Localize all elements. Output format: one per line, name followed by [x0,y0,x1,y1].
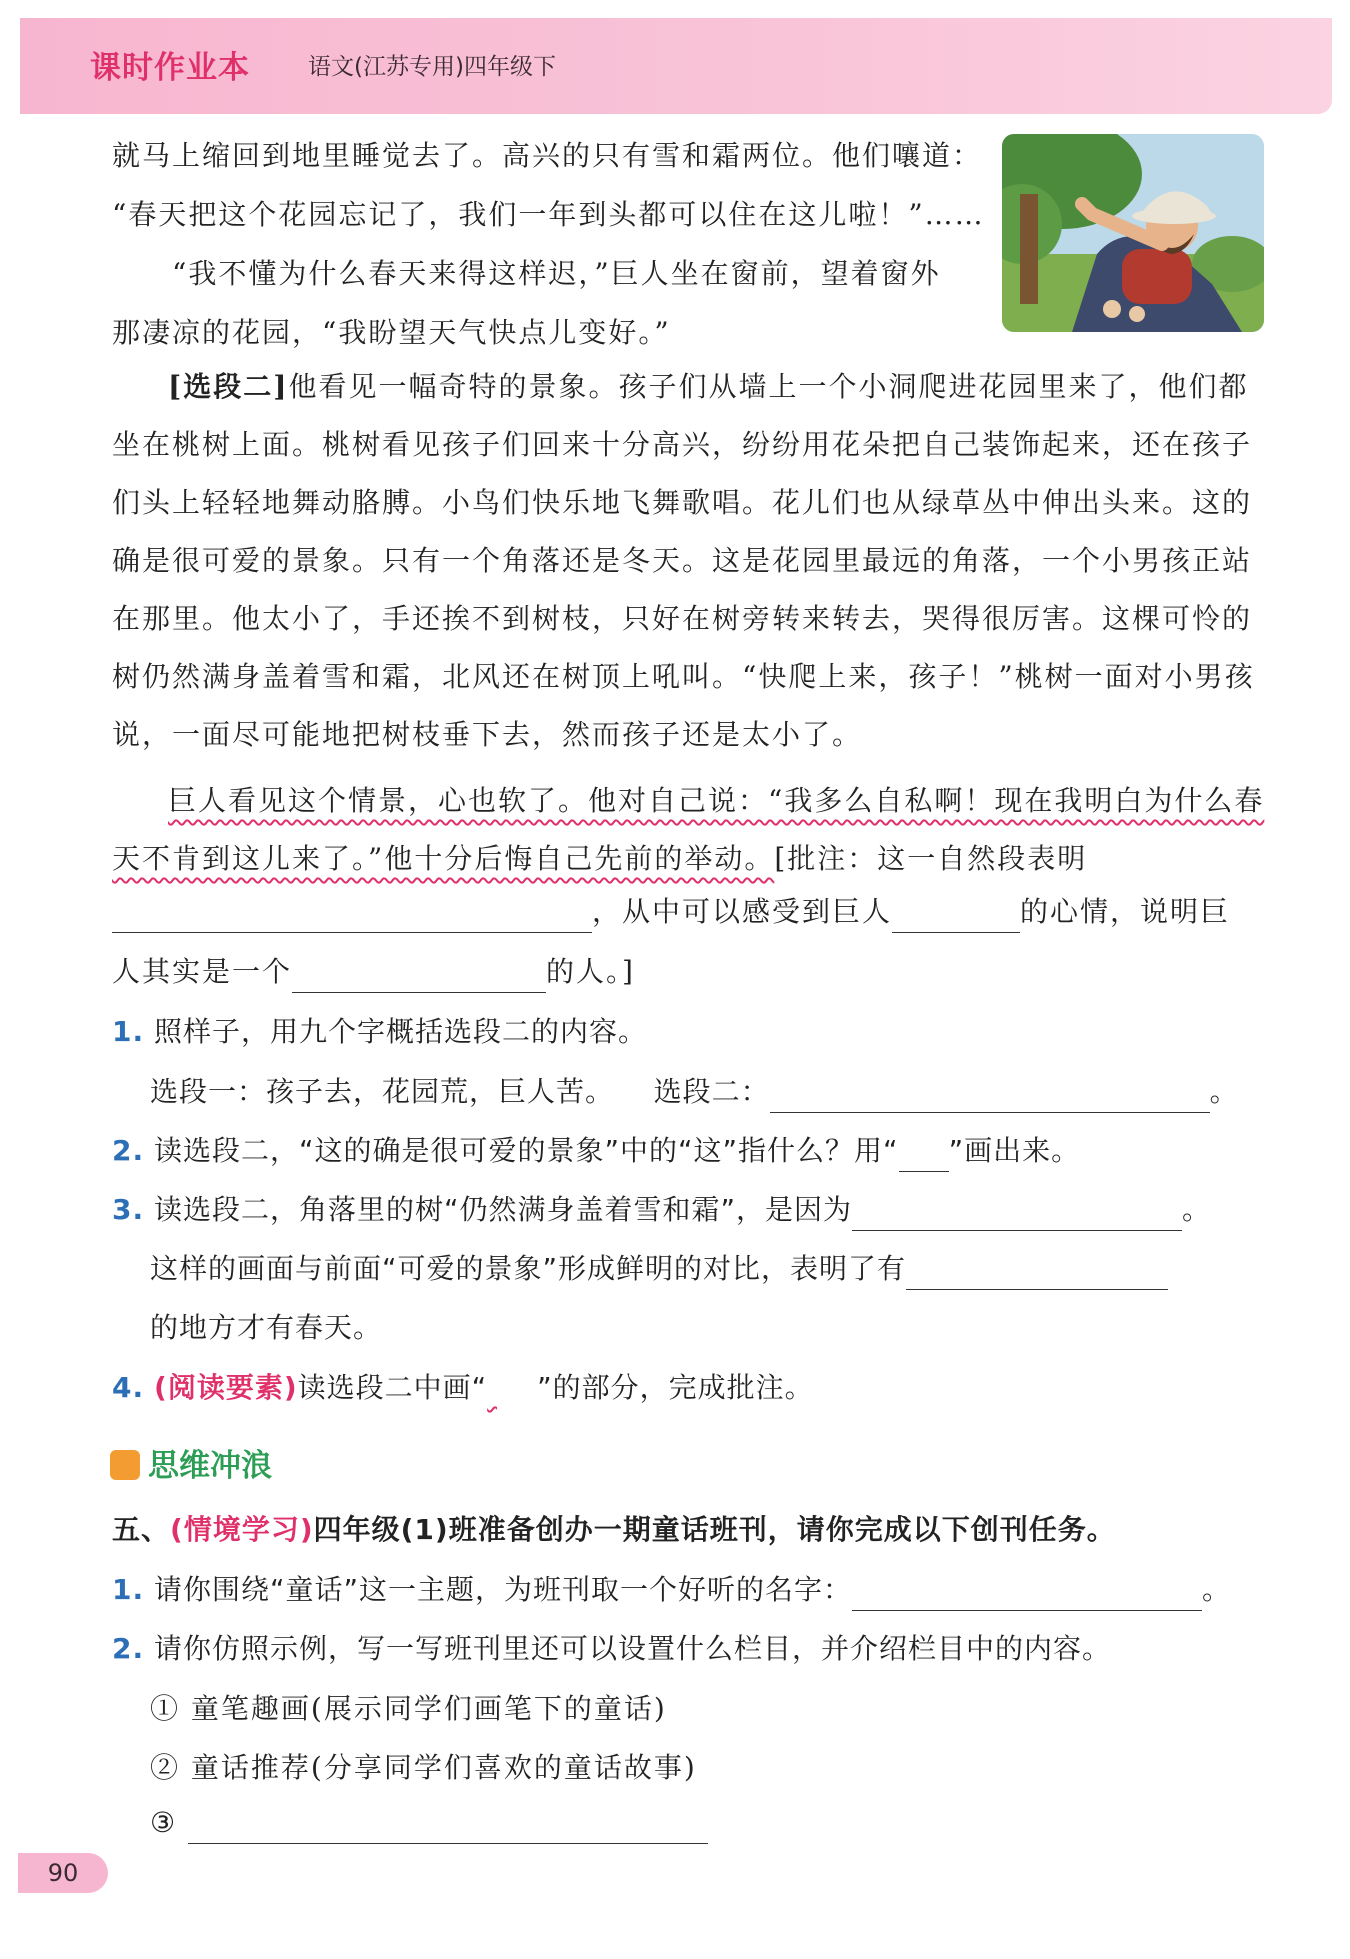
underline-mark [899,1138,949,1172]
question-1: 1. 照样子，用九个字概括选段二的内容。 [112,1015,648,1048]
passage-line: “我不懂为什么春天来得这样迟，”巨人坐在窗前，望着窗外 [172,257,941,290]
task-question-1: 1. 请你围绕“童话”这一主题，为班刊取一个好听的名字： 。 [112,1568,1231,1611]
annotation-line: ，从中可以感受到巨人 的心情，说明巨 [112,890,1230,933]
answer-blank[interactable] [188,1810,708,1844]
answer-blank[interactable] [292,959,546,993]
book-brand: 课时作业本 [90,50,250,86]
passage-line: “春天把这个花园忘记了，我们一年到头都可以住在这儿啦！”…… [112,198,985,231]
question-3: 3. 读选段二，角落里的树“仍然满身盖着雪和霜”，是因为 。 [112,1188,1211,1231]
answer-blank[interactable] [852,1577,1202,1611]
column-item: ③ [150,1806,708,1844]
reading-element-tag: (阅读要素) [154,1371,298,1404]
column-item: ② 童话推荐(分享同学们喜欢的童话故事) [150,1751,697,1784]
section-label: [选段二] [168,370,289,403]
answer-blank[interactable] [892,899,1020,933]
task-question-2: 2. 请你仿照示例，写一写班刊里还可以设置什么栏目，并介绍栏目中的内容。 [112,1632,1112,1665]
section-title: 思维冲浪 [110,1440,272,1485]
task-heading: 五、(情境学习)四年级(1)班准备创办一期童话班刊，请你完成以下创刊任务。 [112,1513,1116,1546]
giant-illustration [1002,134,1264,332]
question-4: 4. (阅读要素)读选段二中画“ ”的部分，完成批注。 [112,1371,814,1404]
wave-icon [110,1450,140,1480]
question-1-example: 选段一：孩子去，花园荒，巨人苦。 选段二： 。 [150,1070,1239,1113]
passage-paragraph-2 [112,358,1267,764]
passage-paragraph-3 [112,772,1267,888]
question-2: 2. 读选段二，“这的确是很可爱的景象”中的“这”指什么？用“ ”画出来。 [112,1129,1080,1172]
wavy-mark [487,1371,537,1404]
page-number: 90 [18,1853,108,1893]
giant-picture-icon [1002,134,1264,332]
book-subject: 语文(江苏专用)四年级下 [308,54,556,80]
column-item: ① 童笔趣画(展示同学们画笔下的童话) [150,1692,667,1725]
answer-blank[interactable] [770,1079,1210,1113]
passage-line: 那凄凉的花园，“我盼望天气快点儿变好。” [112,316,671,349]
passage-line: 就马上缩回到地里睡觉去了。高兴的只有雪和霜两位。他们嚷道： [112,139,983,172]
annotation-line: 人其实是一个 的人。] [112,950,635,993]
answer-blank[interactable] [852,1197,1182,1231]
wavy-underlined-text: 巨人看见这个情景，心也软了。他对自己说：“我多么自私啊！现在我明白为什么春天不肯到这儿来了。”他十分后悔自己先前的举动。 [112,784,1265,875]
situational-learning-tag: (情境学习) [170,1513,314,1546]
answer-blank[interactable] [906,1256,1168,1290]
answer-blank[interactable] [112,899,592,933]
question-3-line-3: 的地方才有春天。 [150,1311,383,1344]
question-3-line-2: 这样的画面与前面“可爱的景象”形成鲜明的对比，表明了有 [150,1247,1168,1290]
paragraph-text: 他看见一幅奇特的景象。孩子们从墙上一个小洞爬进花园里来了，他们都坐在桃树上面。桃树看见孩子们回来十分高兴，纷纷用花朵把自己装饰起来，还在孩子们头上轻轻地舞动胳膊。小鸟们快乐地飞舞歌唱。花儿们也从绿草丛中伸出头来。这的确是很可爱的景象。只有一个角落还是冬天。这是花园里最远的角落，一个小男孩正站在那里。他太小了，手还挨不到树枝，只好在树旁转来转去，哭得很厉害。这棵可怜的树仍然满身盖着雪和霜，北风还在树顶上吼叫。“快爬上来，孩子！”桃树一面对小男孩说，一面尽可能地把树枝垂下去，然而孩子还是太小了。 [112,370,1255,751]
annotation-intro: [批注：这一自然段表明 [774,842,1088,875]
